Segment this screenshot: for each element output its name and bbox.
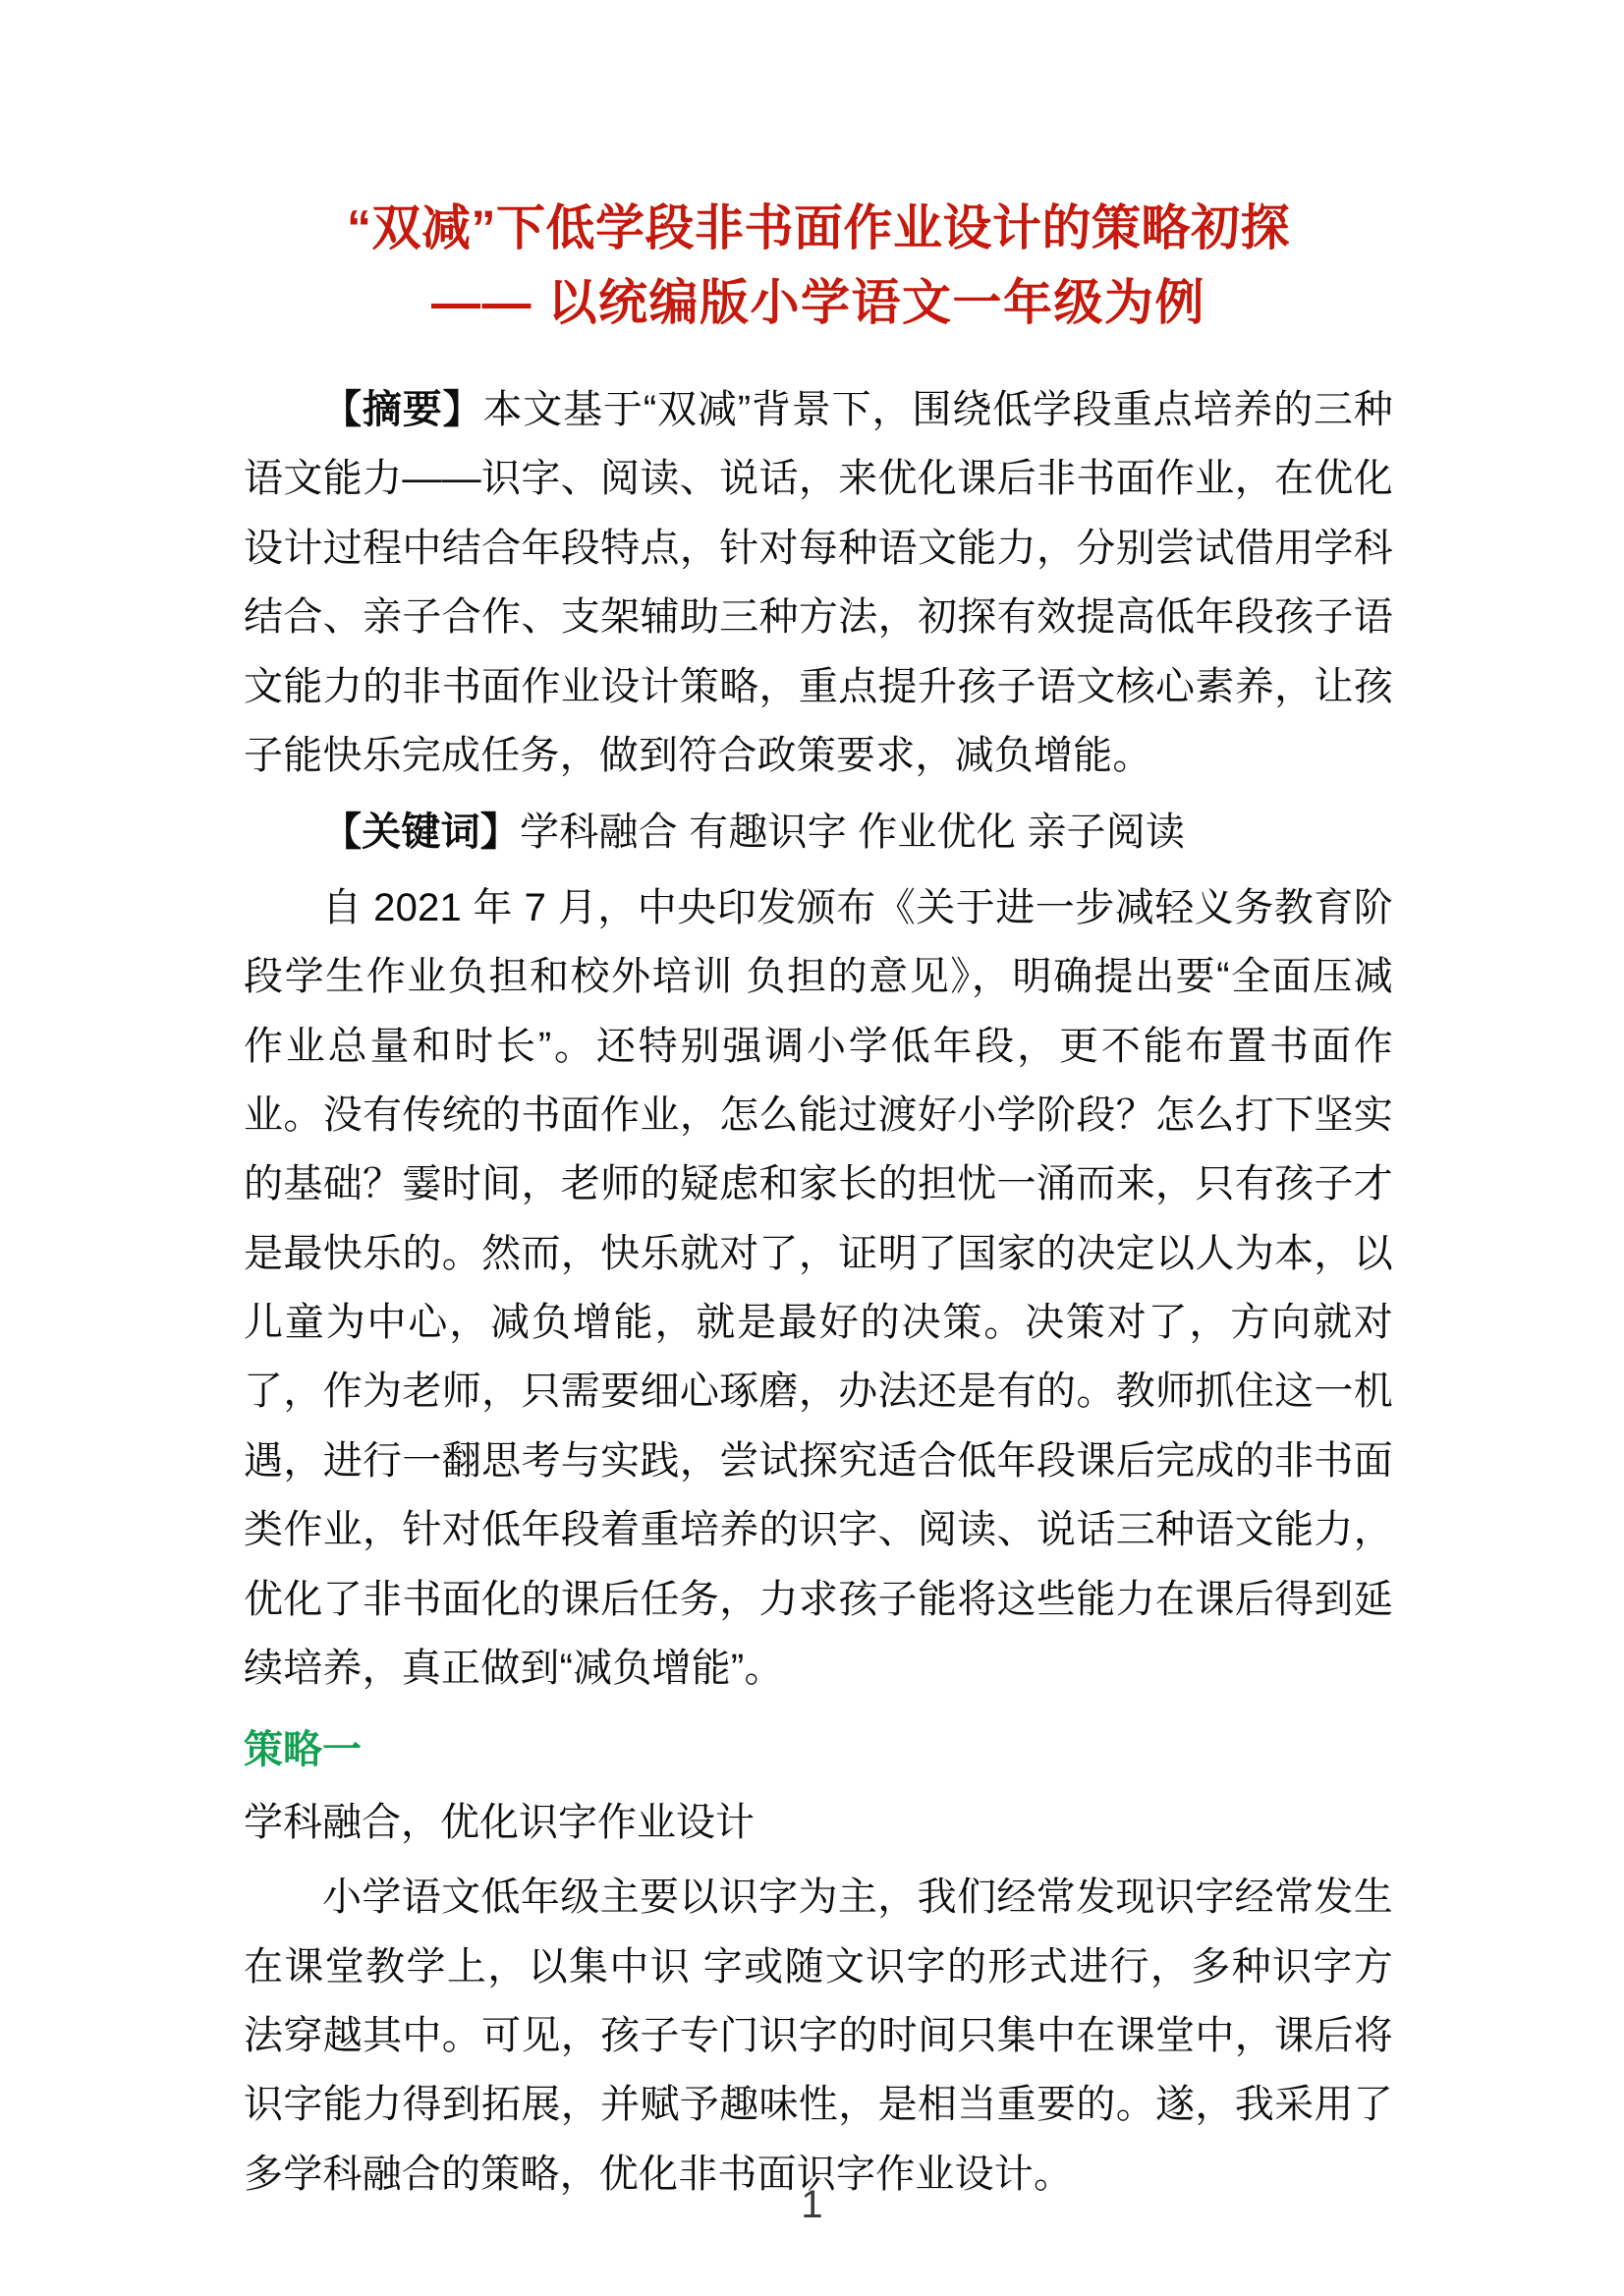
strategy-one-subheading: 学科融合，优化识字作业设计 — [244, 1801, 755, 1845]
keywords-label: 【关键词】 — [322, 811, 520, 855]
title-line-subtitle: —— 以统编版小学语文一年级为例 — [431, 275, 1205, 330]
page-number: 1 — [801, 2183, 823, 2226]
abstract-label: 【摘要】 — [322, 388, 483, 431]
abstract-paragraph — [244, 375, 1393, 790]
title-line-primary: “双减”下低学段非书面作业设计的策略初探 — [347, 200, 1290, 255]
page-title — [244, 196, 1393, 334]
abstract-text: 本文基于“双减”背景下，围绕低学段重点培养的三种语文能力——识字、阅读、说话，来优化课后非书面作业，在优化设计过程中结合年段特点，针对每种语文能力，分别尝试借用学科结合、亲子合作、支架辅助三种方法，初探有效提高低年段孩子语文能力的非书面作业设计策略，重点提升孩子语文核心素养，让孩子能快乐完成任务，做到符合政策要求，减负增能。 — [244, 388, 1393, 777]
introduction-paragraph: 自 2021 年 7 月，中央印发颁布《关于进一步减轻义务教育阶段学生作业负担和校外培训 负担的意见》，明确提出要“全面压减作业总量和时长”。还特别强调小学低年段，更不能布置书面作业。没有传统的书面作业，怎么能过渡好小学阶段？怎么打下坚实的基础？霎时间，老师的疑虑和家长的担忧一涌而来，只有孩子才是最快乐的。然而，快乐就对了，证明了国家的决定以人为本，以儿童为中心，减负增能，就是最好的决策。决策对了，方向就对了，作为老师，只需要细心琢磨，办法还是有的。教师抓住这一机遇，进行一翻思考与实践，尝试探究适合低年段课后完成的非书面类作业，针对低年段着重培养的识字、阅读、说话三种语文能力，优化了非书面化的课后任务，力求孩子能将这些能力在课后得到延续培养，真正做到“减负增能”。 — [244, 885, 1393, 1691]
keywords-paragraph — [244, 798, 1393, 867]
keywords-text: 学科融合 有趣识字 作业优化 亲子阅读 — [520, 811, 1186, 855]
document-content — [244, 196, 1393, 2209]
strategy-one-body: 小学语文低年级主要以识字为主，我们经常发现识字经常发生在课堂教学上，以集中识 字或随文识字的形式进行，多种识字方法穿越其中。可见，孩子专门识字的时间只集中在课堂中，课后将识字能力得到拓展，并赋予趣味性，是相当重要的。遂，我采用了多学科融合的策略，优化非书面识字作业设计。 — [244, 1876, 1393, 2196]
strategy-one-heading: 策略一 — [244, 1728, 362, 1772]
